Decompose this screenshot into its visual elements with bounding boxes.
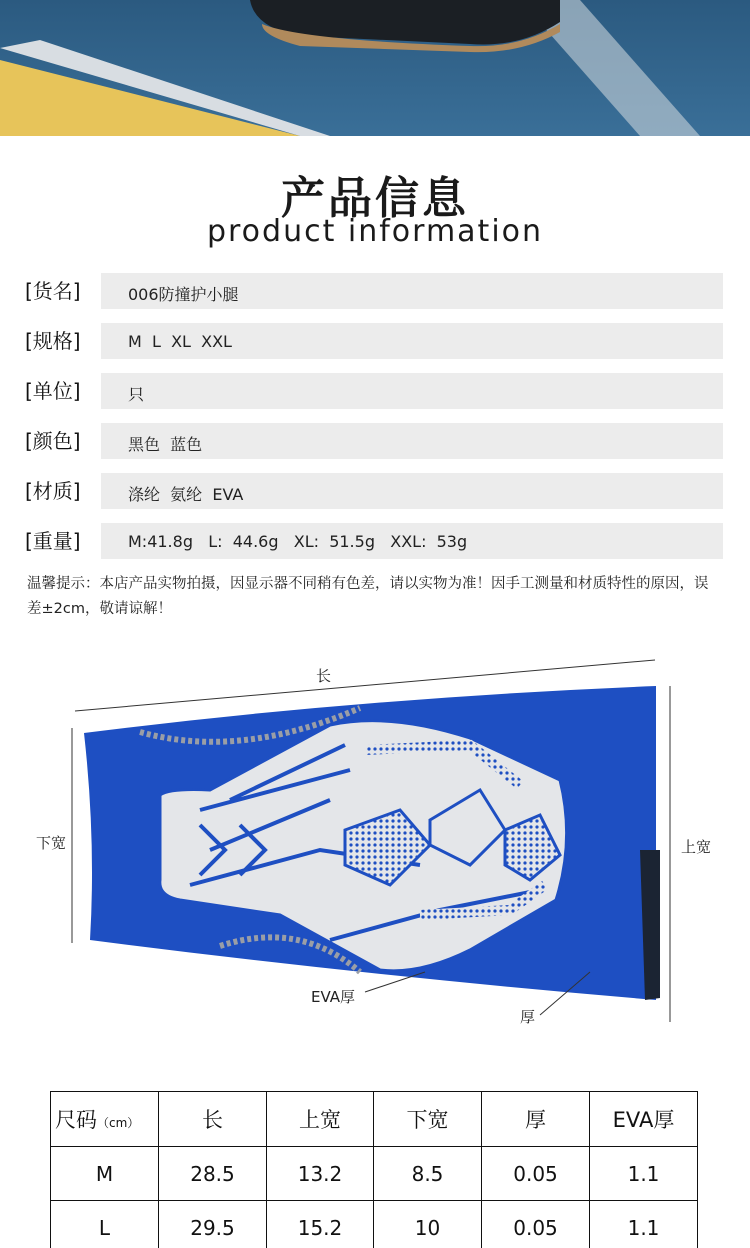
- header-col: EVA厚: [590, 1092, 698, 1147]
- eva-thickness-label: EVA厚: [311, 988, 356, 1006]
- info-label: [货名]: [25, 279, 81, 303]
- info-value: 涤纶 氨纶 EVA: [128, 485, 244, 504]
- bottom-width-label: 下宽: [36, 834, 67, 852]
- info-box: [101, 323, 723, 359]
- info-value: M:41.8g L: 44.6g XL: 51.5g XXL: 53g: [128, 532, 468, 551]
- value-cell: 15.2: [267, 1201, 374, 1248]
- info-label: [单位]: [25, 379, 81, 403]
- size-cell: L: [51, 1201, 159, 1248]
- size-cell: M: [51, 1147, 159, 1201]
- info-box: [101, 373, 723, 409]
- info-box: [101, 473, 723, 509]
- info-row-name: [0, 273, 750, 309]
- info-value: 黑色 蓝色: [128, 435, 203, 454]
- info-row-material: [0, 473, 750, 509]
- value-cell: 0.05: [482, 1147, 590, 1201]
- value-cell: 0.05: [482, 1201, 590, 1248]
- table-header-row: [51, 1092, 698, 1147]
- section-title-en: product information: [206, 214, 544, 249]
- info-box: [101, 273, 723, 309]
- info-row-color: [0, 423, 750, 459]
- header-unit: （cm）: [97, 1116, 140, 1130]
- header-size: [51, 1092, 159, 1147]
- info-row-unit: [0, 373, 750, 409]
- info-box: [101, 423, 723, 459]
- value-cell: 13.2: [267, 1147, 374, 1201]
- info-label: [规格]: [25, 329, 81, 353]
- hero-photo: [0, 0, 750, 136]
- info-label: [重量]: [25, 529, 81, 553]
- product-diagram: [0, 650, 750, 1040]
- header-size-label: 尺码: [55, 1108, 97, 1132]
- header-col: 上宽: [267, 1092, 374, 1147]
- info-row-spec: [0, 323, 750, 359]
- section-title-cn: 产品信息: [281, 173, 469, 224]
- value-cell: 1.1: [590, 1147, 698, 1201]
- header-col: 厚: [482, 1092, 590, 1147]
- info-label: [颜色]: [25, 429, 81, 453]
- info-label: [材质]: [25, 479, 81, 503]
- shin-guard-illustration: [0, 650, 750, 1040]
- value-cell: 29.5: [159, 1201, 267, 1248]
- header-col: 下宽: [374, 1092, 482, 1147]
- top-width-label: 上宽: [681, 838, 712, 856]
- info-value: 006防撞护小腿: [128, 285, 239, 304]
- info-value: M L XL XXL: [128, 332, 232, 351]
- value-cell: 10: [374, 1201, 482, 1248]
- length-label: 长: [316, 667, 332, 685]
- size-table: [50, 1091, 698, 1248]
- info-box: [101, 523, 723, 559]
- thickness-label: 厚: [520, 1008, 536, 1026]
- info-row-weight: [0, 523, 750, 559]
- table-row: [51, 1201, 698, 1248]
- value-cell: 1.1: [590, 1201, 698, 1248]
- info-value: 只: [128, 385, 145, 404]
- value-cell: 8.5: [374, 1147, 482, 1201]
- value-cell: 28.5: [159, 1147, 267, 1201]
- table-row: [51, 1147, 698, 1201]
- notice-text: 温馨提示：本店产品实物拍摄，因显示器不同稍有色差，请以实物为准！因手工测量和材质特性的原因，误差±2cm，敬请谅解！: [27, 576, 709, 617]
- header-col: 长: [159, 1092, 267, 1147]
